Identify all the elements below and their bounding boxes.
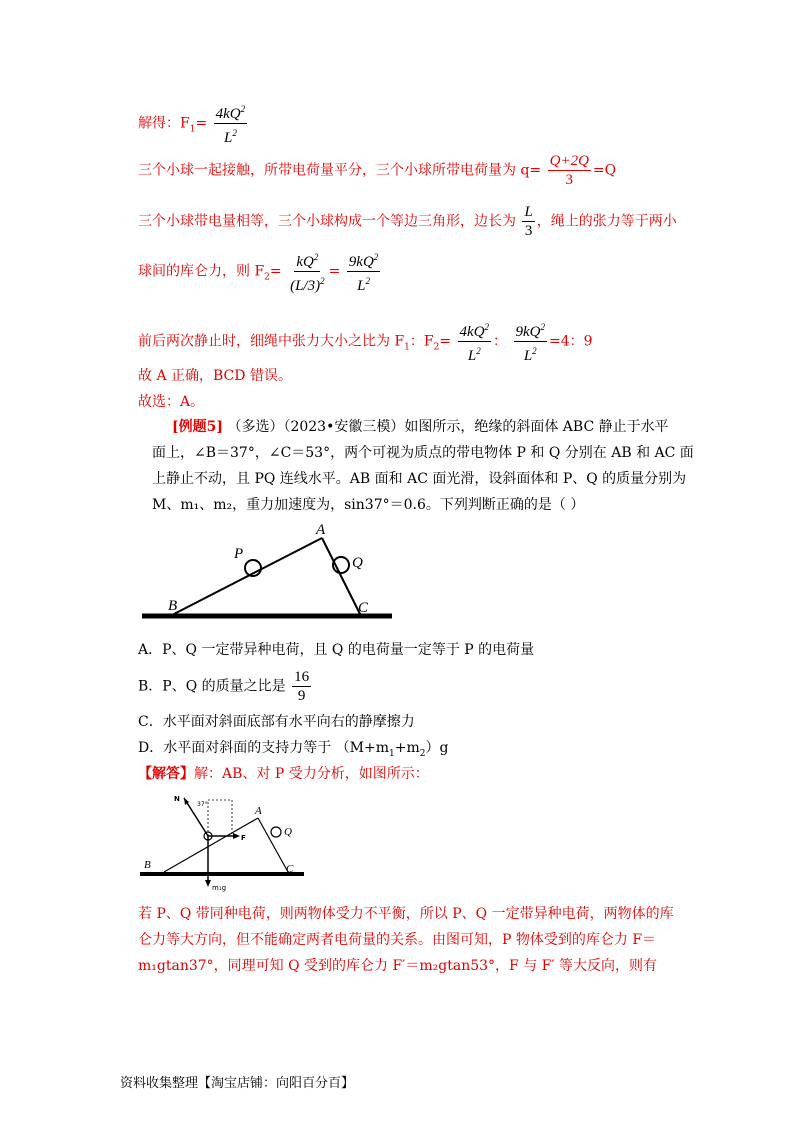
- option-a: A．P、Q 一定带异种电荷，且 Q 的电荷量一定等于 P 的电荷量: [138, 642, 535, 658]
- option-c: C．水平面对斜面底部有水平向右的静摩擦力: [138, 714, 415, 730]
- label-a: A: [255, 805, 262, 817]
- fraction-f2b: $\frac{9kQ^2}{L^2}$: [347, 248, 381, 295]
- label-p: P: [234, 546, 244, 562]
- label-n: N: [174, 795, 180, 803]
- fraction-f1: $\frac{4kQ^2}{L^2}$: [214, 100, 248, 147]
- coulomb-arrowhead: [233, 833, 240, 839]
- fraction-f2a: $\frac{kQ^2}{(L/3)^2}$: [288, 248, 327, 295]
- example-stem-line-4: M、m₁、m₂，重力加速度为，sin37°＝0.6。下列判断正确的是（ ）: [152, 497, 585, 513]
- option-d: D．水平面对斜面的支持力等于 $(M+m_1+m_2)g$: [138, 740, 449, 759]
- label-c: C: [286, 863, 294, 875]
- solution-line-1: 解得：$F_1=$ $\frac{4kQ^2}{L^2}$: [138, 100, 249, 147]
- analysis-line-2: 仑力等大方向，但不能确定两者电荷量的关系。由图可知，P 物体受到的库仑力 F＝: [138, 932, 657, 948]
- force-diagram: [138, 792, 308, 894]
- example-label: [例题5]: [172, 419, 223, 435]
- solution-line-2: 三个小球一起接触，所带电荷量平分，三个小球所带电荷量为 q= $\frac{Q+2Q}{3}$ =Q: [138, 153, 617, 188]
- option-b: B．P、Q 的质量之比是 $\frac{16}{9}$: [138, 669, 310, 704]
- incline-ac: [322, 538, 360, 614]
- label-angle: 37°: [197, 801, 208, 808]
- fraction-mass-ratio: $\frac{16}{9}$: [294, 669, 310, 704]
- solution-line-5: 前后两次静止时，细绳中张力大小之比为 $F_1$：$F_2=$ $\frac{4kQ^2}{L^2}$ ： $\frac{9kQ^2}{L^2}$ =4：9: [138, 318, 593, 365]
- solution-line-7: 故选：A。: [138, 394, 205, 410]
- answer-label: 【解答】: [138, 766, 194, 782]
- solution-line-4: 球间的库仑力，则 $F_2=$ $\frac{kQ^2}{(L/3)^2}$ = $\frac{9kQ^2}{L^2}$: [138, 248, 382, 295]
- fraction-q: $\frac{Q+2Q}{3}$: [549, 153, 589, 188]
- fraction-r2: $\frac{9kQ^2}{L^2}$: [514, 318, 548, 365]
- solution-line-3: 三个小球带电量相等，三个小球构成一个等边三角形，边长为 $\frac{L}{3}$ ，绳上的张力等于两小: [138, 204, 677, 239]
- label-b: B: [168, 598, 178, 614]
- label-a: A: [316, 522, 326, 538]
- fraction-side: $\frac{L}{3}$: [524, 204, 533, 239]
- label-q: Q: [352, 555, 363, 571]
- label-b: B: [144, 859, 151, 871]
- answer-intro: 【解答】解：AB、对 P 受力分析，如图所示：: [138, 766, 429, 782]
- incline-ab: [164, 818, 258, 872]
- example-stem-line-3: 上静止不动，且 PQ 连线水平。AB 面和 AC 面光滑，设斜面体和 P、Q 的质量分别为: [152, 471, 687, 487]
- example-stem-line-1: [例题5] （多选）（2023•安徽三模）如图所示，绝缘的斜面体 ABC 静止于水平: [172, 419, 669, 435]
- example-stem-line-2: 面上，∠B＝37°，∠C＝53°，两个可视为质点的带电物体 P 和 Q 分别在 AB 和 AC 面: [152, 445, 694, 461]
- page-footer: 资料收集整理【淘宝店铺：向阳百分百】: [120, 1076, 355, 1091]
- gravity-arrowhead: [205, 880, 211, 887]
- analysis-line-3: m₁gtan37°，同理可知 Q 受到的库仑力 F′＝m₂gtan53°，F 与 F′ 等大反向，则有: [138, 958, 657, 974]
- fraction-r1: $\frac{4kQ^2}{L^2}$: [458, 318, 492, 365]
- incline-figure: [140, 520, 400, 630]
- label-c: C: [358, 600, 369, 616]
- label-f: F: [241, 834, 246, 842]
- solution-line-6: 故 A 正确，BCD 错误。: [138, 368, 292, 384]
- analysis-line-1: 若 P、Q 带同种电荷，则两物体受力不平衡，所以 P、Q 一定带异种电荷，两物体的库: [138, 906, 674, 922]
- label-mg: m₁g: [212, 884, 227, 892]
- ball-q: [271, 827, 281, 837]
- incline-ab: [174, 538, 322, 614]
- label-q: Q: [284, 826, 292, 838]
